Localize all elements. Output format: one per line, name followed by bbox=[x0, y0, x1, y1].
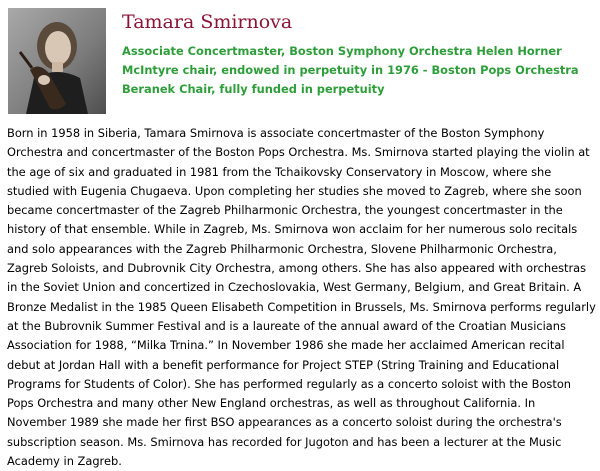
artist-name: Tamara Smirnova bbox=[122, 11, 293, 33]
position-title: Associate Concertmaster, Boston Symphony Orchestra Helen Horner McIntyre chair, endowed in perpetuity in 1976 - Boston Pops Orchestra Beranek Chair, fully funded in perpetuity bbox=[122, 44, 579, 96]
portrait-photo bbox=[8, 8, 106, 114]
portrait-illustration bbox=[8, 8, 106, 114]
biography-text: Born in 1958 in Siberia, Tamara Smirnova is associate concertmaster of the Boston Symphony Orchestra and concertmaster of the Boston Pops Orchestra. Ms. Smirnova started playing the violin at the age of six and graduated in 1981 from the Tchaikovsky Conservatory in Moscow, where she studied with Eugenia Chugaeva. Upon completing her studies she moved to Zagreb, where she soon became concertmaster of the Zagreb Philharmonic Orchestra, the youngest concertmaster in the history of that ensemble. While in Zagreb, Ms. Smirnova won acclaim for her numerous solo recitals and solo appearances with the Zagreb Philharmonic Orchestra, Slovene Philharmonic Orchestra, Zagreb Soloists, and Dubrovnik City Orchestra, among others. She has also appeared with orchestras in the Soviet Union and concertized in Czechoslovakia, West Germany, Belgium, and Great Britain. A Bronze Medalist in the 1985 Queen Elisabeth Competition in Brussels, Ms. Smirnova performs regularly at the Bubrovnik Summer Festival and is a laureate of the annual award of the Croatian Musicians Association for 1988, “Milka Trnina.” In November 1986 she made her acclaimed American recital debut at Jordan Hall with a benefit performance for Project STEP (String Training and Educational Programs for Students of Color). She has performed regularly as a concerto soloist with the Boston Pops Orchestra and many other New England orchestras, as well as throughout California. In November 1989 she made her first BSO appearances as a concerto soloist during the orchestra's subscription season. Ms. Smirnova has recorded for Jugoton and has been a lecturer at the Music Academy in Zagreb. bbox=[7, 126, 596, 469]
